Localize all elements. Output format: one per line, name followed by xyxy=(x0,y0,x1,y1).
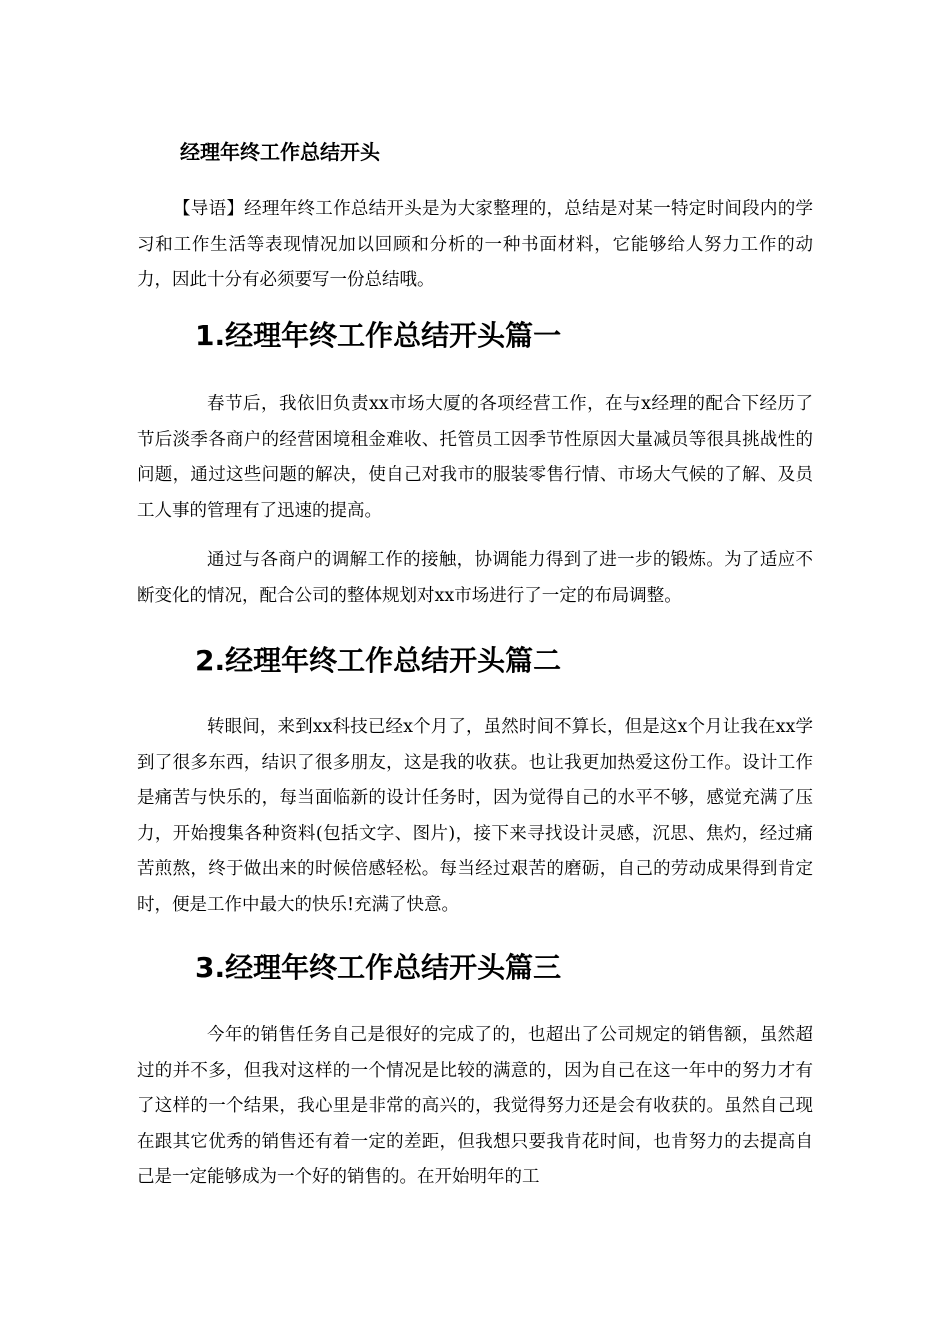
section-1-paragraph-1: 春节后，我依旧负责xx市场大厦的各项经营工作，在与x经理的配合下经历了节后淡季各商户的经营困境租金难收、托管员工因季节性原因大量减员等很具挑战性的问题，通过这些问题的解决，使自己对我市的服装零售行情、市场大气候的了解、及员工人事的管理有了迅速的提高。 xyxy=(137,394,813,521)
intro-paragraph: 【导语】经理年终工作总结开头是为大家整理的，总结是对某一特定时间段内的学习和工作生活等表现情况加以回顾和分析的一种书面材料，它能够给人努力工作的动力，因此十分有必须要写一份总结哦。 xyxy=(137,199,813,290)
section-1-heading: 1.经理年终工作总结开头篇一 xyxy=(195,319,562,352)
section-2-paragraph-1: 转眼间，来到xx科技已经x个月了，虽然时间不算长，但是这x个月让我在xx学到了很多东西，结识了很多朋友，这是我的收获。也让我更加热爱这份工作。设计工作是痛苦与快乐的，每当面临新的设计任务时，因为觉得自己的水平不够，感觉充满了压力，开始搜集各种资料(包括文字、图片)，接下来寻找设计灵感，沉思、焦灼，经过痛苦煎熬，终于做出来的时候倍感轻松。每当经过艰苦的磨砺，自己的劳动成果得到肯定时，便是工作中最大的快乐!充满了快意。 xyxy=(137,717,813,915)
section-3-paragraph-1: 今年的销售任务自己是很好的完成了的，也超出了公司规定的销售额，虽然超过的并不多，但我对这样的一个情况是比较的满意的，因为自己在这一年中的努力才有了这样的一个结果，我心里是非常的高兴的，我觉得努力还是会有收获的。虽然自己现在跟其它优秀的销售还有着一定的差距，但我想只要我肯花时间，也肯努力的去提高自己是一定能够成为一个好的销售的。在开始明年的工 xyxy=(137,1025,813,1187)
document-title: 经理年终工作总结开头 xyxy=(180,140,380,164)
section-3-heading: 3.经理年终工作总结开头篇三 xyxy=(195,951,562,984)
section-2-heading: 2.经理年终工作总结开头篇二 xyxy=(195,644,562,677)
section-1-paragraph-2: 通过与各商户的调解工作的接触，协调能力得到了进一步的锻炼。为了适应不断变化的情况，配合公司的整体规划对xx市场进行了一定的布局调整。 xyxy=(137,550,813,606)
